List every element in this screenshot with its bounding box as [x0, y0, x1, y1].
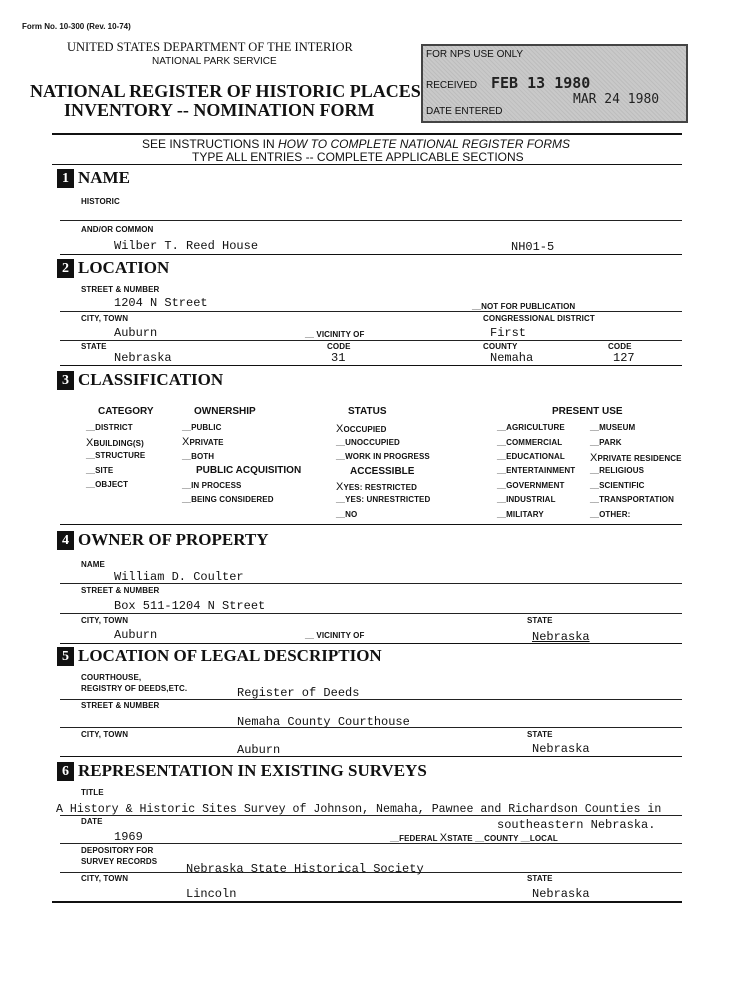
use-option[interactable]: __GOVERNMENT	[497, 481, 565, 490]
owner-city-line	[60, 643, 682, 644]
use-option[interactable]: __OTHER:	[590, 510, 631, 519]
section-5-title: LOCATION OF LEGAL DESCRIPTION	[78, 646, 382, 665]
header-rule	[52, 133, 682, 135]
survey-city-label: CITY, TOWN	[81, 874, 129, 883]
local-option[interactable]: __LOCAL	[520, 834, 558, 843]
state-line	[60, 365, 682, 366]
accessible-heading: ACCESSIBLE	[350, 466, 415, 477]
nps-use-only-label: FOR NPS USE ONLY	[426, 49, 524, 60]
state-code-label: CODE	[327, 342, 351, 351]
status-heading: STATUS	[348, 406, 387, 417]
public-acquisition-heading: PUBLIC ACQUISITION	[196, 465, 302, 476]
ownership-option[interactable]: __PUBLIC	[182, 423, 222, 432]
form-title-line2: INVENTORY -- NOMINATION FORM	[64, 100, 375, 120]
section-4-title: OWNER OF PROPERTY	[78, 530, 269, 549]
section-2-title: LOCATION	[78, 258, 170, 277]
owner-state-label: STATE	[527, 616, 553, 625]
category-option[interactable]: XBUILDING(S)	[86, 437, 144, 449]
common-line	[60, 254, 682, 255]
use-option[interactable]: __AGRICULTURE	[497, 423, 565, 432]
service-heading: NATIONAL PARK SERVICE	[152, 56, 277, 67]
common-label: AND/OR COMMON	[81, 225, 154, 234]
state-option[interactable]: XSTATE	[439, 832, 473, 844]
classification-rule	[60, 524, 682, 525]
survey-city-value: Lincoln	[186, 887, 237, 901]
survey-date-label: DATE	[81, 817, 103, 826]
dept-heading: UNITED STATES DEPARTMENT OF THE INTERIOR	[67, 40, 353, 54]
legal-street-label: STREET & NUMBER	[81, 701, 160, 710]
received-label: RECEIVED	[426, 80, 478, 91]
acquisition-option[interactable]: __IN PROCESS	[182, 481, 242, 490]
survey-title-line	[60, 815, 682, 816]
depository-value: Nebraska State Historical Society	[186, 862, 424, 876]
ownership-option[interactable]: XPRIVATE	[182, 436, 224, 448]
historic-line	[60, 220, 682, 221]
county-option[interactable]: __COUNTY	[475, 834, 519, 843]
nps-use-only-box	[421, 44, 688, 123]
historic-label: HISTORIC	[81, 197, 120, 206]
received-date-stamp: FEB 13 1980	[491, 74, 591, 92]
category-option[interactable]: __STRUCTURE	[86, 451, 146, 460]
district-value: First	[490, 326, 527, 340]
accessible-option[interactable]: XYES: RESTRICTED	[336, 481, 417, 493]
survey-title-value: A History & Historic Sites Survey of Johnson, Nemaha, Pawnee and Richardson Counties in	[56, 803, 662, 816]
category-heading: CATEGORY	[98, 406, 154, 417]
owner-name-label: NAME	[81, 560, 105, 569]
status-option[interactable]: __UNOCCUPIED	[336, 438, 400, 447]
county-label: COUNTY	[483, 342, 518, 351]
county-code-label: CODE	[608, 342, 632, 351]
form-number: Form No. 10-300 (Rev. 10-74)	[22, 22, 131, 31]
use-option[interactable]: __MUSEUM	[590, 423, 636, 432]
section-6-title: REPRESENTATION IN EXISTING SURVEYS	[78, 761, 427, 780]
status-option[interactable]: __WORK IN PROGRESS	[336, 452, 430, 461]
use-option[interactable]: __EDUCATIONAL	[497, 452, 565, 461]
form-title-line1: NATIONAL REGISTER OF HISTORIC PLACES	[30, 81, 421, 101]
ownership-option[interactable]: __BOTH	[182, 452, 215, 461]
section-4-number: 4	[57, 531, 74, 550]
depository-label-1: DEPOSITORY FOR	[81, 846, 154, 855]
category-option[interactable]: __OBJECT	[86, 480, 129, 489]
county-code-value: 127	[613, 351, 635, 365]
section-1-title: NAME	[78, 168, 130, 187]
survey-title-label: TITLE	[81, 788, 104, 797]
legal-state-label: STATE	[527, 730, 553, 739]
section-2-number: 2	[57, 259, 74, 278]
acquisition-option[interactable]: __BEING CONSIDERED	[182, 495, 274, 504]
section-3-number: 3	[57, 371, 74, 390]
bottom-rule	[52, 901, 682, 903]
section-5-number: 5	[57, 647, 74, 666]
reference-code: NH01-5	[511, 240, 555, 254]
legal-street-value: Nemaha County Courthouse	[237, 715, 410, 729]
state-code-value: 31	[331, 351, 346, 365]
state-label: STATE	[81, 342, 107, 351]
courthouse-value: Register of Deeds	[237, 686, 360, 700]
state-value: Nebraska	[114, 351, 172, 365]
instructions-rule	[52, 164, 682, 165]
legal-city-value: Auburn	[237, 743, 281, 757]
county-value: Nemaha	[490, 351, 534, 365]
accessible-option[interactable]: __NO	[336, 510, 358, 519]
not-for-publication: __NOT FOR PUBLICATION	[472, 302, 576, 311]
depository-line	[60, 872, 682, 873]
category-option[interactable]: __SITE	[86, 466, 114, 475]
use-option[interactable]: __SCIENTIFIC	[590, 481, 645, 490]
street-label: STREET & NUMBER	[81, 285, 160, 294]
courthouse-label: COURTHOUSE,	[81, 673, 142, 682]
instructions-line1: SEE INSTRUCTIONS IN HOW TO COMPLETE NATIONAL REGISTER FORMS	[142, 137, 571, 151]
category-option[interactable]: __DISTRICT	[86, 423, 133, 432]
congressional-district-label: CONGRESSIONAL DISTRICT	[483, 314, 595, 323]
survey-date-value: 1969	[114, 830, 143, 844]
survey-state-label: STATE	[527, 874, 553, 883]
use-option[interactable]: __PARK	[590, 438, 622, 447]
date-entered-label: DATE ENTERED	[426, 106, 503, 117]
use-option[interactable]: __MILITARY	[497, 510, 544, 519]
street-value: 1204 N Street	[114, 296, 208, 310]
legal-street-line	[60, 727, 682, 728]
common-name-value: Wilber T. Reed House	[114, 239, 259, 253]
legal-city-line	[60, 756, 682, 757]
owner-vicinity-label: __ VICINITY OF	[305, 631, 365, 640]
owner-city-label: CITY, TOWN	[81, 616, 129, 625]
owner-city-value: Auburn	[114, 628, 158, 642]
present-use-heading: PRESENT USE	[552, 406, 623, 417]
section-3-title: CLASSIFICATION	[78, 370, 224, 389]
use-option[interactable]: XPRIVATE RESIDENCE	[590, 452, 682, 464]
vicinity-label: __ VICINITY OF	[305, 330, 365, 339]
use-option[interactable]: __TRANSPORTATION	[590, 495, 674, 504]
owner-street-value: Box 511-1204 N Street	[114, 599, 266, 613]
survey-date-line	[60, 843, 682, 844]
use-option[interactable]: __RELIGIOUS	[590, 466, 645, 475]
use-option[interactable]: __ENTERTAINMENT	[497, 466, 576, 475]
federal-option[interactable]: __FEDERAL	[390, 834, 438, 843]
entered-date-stamp: MAR 24 1980	[573, 92, 660, 107]
owner-name-value: William D. Coulter	[114, 570, 244, 584]
accessible-option[interactable]: __YES: UNRESTRICTED	[336, 495, 431, 504]
instructions-line2: TYPE ALL ENTRIES -- COMPLETE APPLICABLE SECTIONS	[192, 150, 524, 164]
survey-state-value: Nebraska	[532, 887, 590, 901]
city-value: Auburn	[114, 326, 158, 340]
legal-city-label: CITY, TOWN	[81, 730, 129, 739]
depository-label-2: SURVEY RECORDS	[81, 857, 158, 866]
street-line	[60, 311, 682, 312]
ownership-heading: OWNERSHIP	[194, 406, 256, 417]
city-label: CITY, TOWN	[81, 314, 129, 323]
courthouse-line	[60, 699, 682, 700]
section-1-number: 1	[57, 169, 74, 188]
use-option[interactable]: __COMMERCIAL	[497, 438, 563, 447]
owner-state-value: Nebraska	[532, 630, 590, 644]
registry-label: REGISTRY OF DEEDS,ETC.	[81, 684, 188, 693]
section-6-number: 6	[57, 762, 74, 781]
use-option[interactable]: __INDUSTRIAL	[497, 495, 556, 504]
status-option[interactable]: XOCCUPIED	[336, 423, 387, 435]
survey-title-value-2: southeastern Nebraska.	[497, 818, 656, 832]
owner-street-line	[60, 613, 682, 614]
owner-street-label: STREET & NUMBER	[81, 586, 160, 595]
city-line	[60, 340, 682, 341]
legal-state-value: Nebraska	[532, 742, 590, 756]
owner-name-line	[60, 583, 682, 584]
